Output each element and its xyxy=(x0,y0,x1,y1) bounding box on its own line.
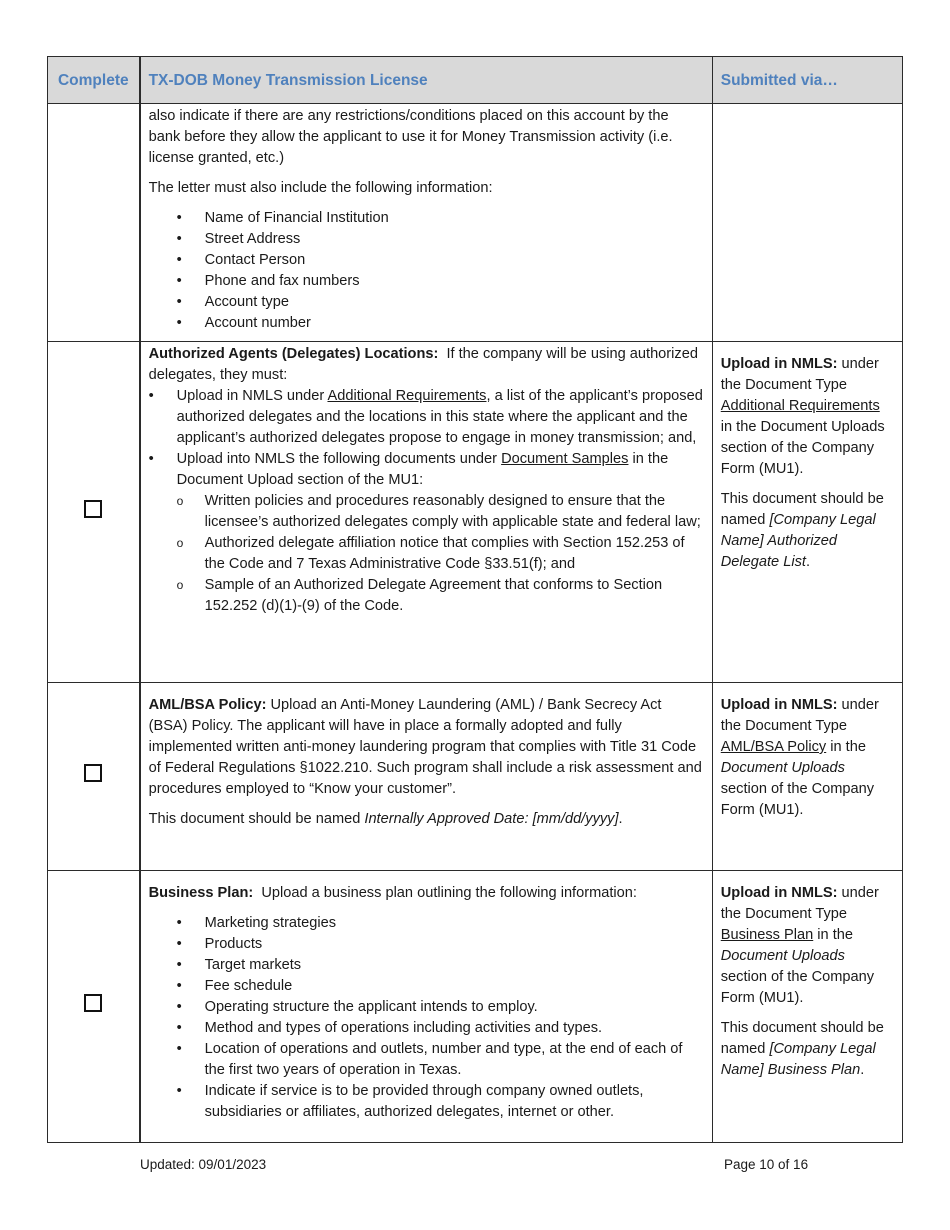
table-header-row xyxy=(48,57,903,104)
list-item: o Written policies and procedures reasonably designed to ensure that the licensee’s authorized delegates comply with applicable state and federal law; xyxy=(121,491,704,533)
delegates-intro: If the company will be using authorized delegates, they must: xyxy=(148,346,698,383)
table-row xyxy=(48,342,903,683)
submitted-cell: Upload in NMLS: under the Document Type AML/BSA Policy in the Document Uploads section of the Company Form (MU1). xyxy=(712,683,902,871)
delegates-list xyxy=(121,386,704,491)
submitted-cell-empty xyxy=(712,104,902,342)
delegates-sublist xyxy=(121,491,704,617)
list-item: • Method and types of operations including activities and types. xyxy=(149,1018,704,1039)
list-item: • Upload into NMLS the following documents under Document Samples in the Document Upload section of the MU1: xyxy=(121,449,704,491)
submitted-cell: Upload in NMLS: under the Document Type Business Plan in the Document Uploads section of the Company Form (MU1). This document should be named [Company Legal Name] Business Plan. xyxy=(712,871,902,1143)
doc-type-link: AML/BSA Policy xyxy=(720,739,827,755)
list-item: • Products xyxy=(149,934,704,955)
additional-requirements-link: Additional Requirements xyxy=(327,388,487,404)
list-item: • Street Address xyxy=(149,229,704,250)
complete-checkbox[interactable] xyxy=(84,500,102,518)
delegates-title: Authorized Agents (Delegates) Locations: xyxy=(148,346,439,362)
aml-title: AML/BSA Policy: xyxy=(148,697,267,713)
bank-letter-list xyxy=(149,208,704,334)
requirement-cell xyxy=(140,104,713,342)
list-item: • Account number xyxy=(149,313,704,334)
header-submitted: Submitted via… xyxy=(712,57,902,104)
list-item: • Operating structure the applicant intends to employ. xyxy=(149,997,704,1018)
bank-letter-lead: The letter must also include the following information: xyxy=(148,180,493,196)
list-item: • Indicate if service is to be provided through company owned outlets, subsidiaries or affiliates, authorized delegates, internet or other. xyxy=(149,1081,704,1123)
list-item: • Contact Person xyxy=(149,250,704,271)
doc-name: [Company Legal Name] Authorized Delegate List xyxy=(720,512,876,570)
list-item: • Location of operations and outlets, number and type, at the end of each of the first two years of operation in Texas. xyxy=(149,1039,704,1081)
checklist-table xyxy=(47,56,903,1143)
upload-label: Upload in NMLS: xyxy=(720,356,838,372)
submitted-cell: Upload in NMLS: under the Document Type Additional Requirements in the Document Uploads section of the Company Form (MU1). This document should be named [Company Legal Name] Authorized Delegate List. xyxy=(712,342,902,683)
list-item: • Upload in NMLS under Additional Requirements, a list of the applicant’s proposed authorized delegates and the locations in this state where the applicant and the applicant’s authorized delegates propose to engage in money transmission; and, xyxy=(121,386,704,449)
doc-type-link: Additional Requirements xyxy=(720,398,880,414)
business-plan-intro: Upload a business plan outlining the following information: xyxy=(261,885,637,901)
complete-checkbox[interactable] xyxy=(84,764,102,782)
business-plan-list xyxy=(149,913,704,1123)
header-license: TX-DOB Money Transmission License xyxy=(140,57,713,104)
upload-label: Upload in NMLS: xyxy=(720,697,838,713)
list-item: o Authorized delegate affiliation notice that complies with Section 152.253 of the Code and 7 Texas Administrative Code §33.51(f); and xyxy=(121,533,704,575)
list-item: • Account type xyxy=(149,292,704,313)
document-samples-link: Document Samples xyxy=(501,451,629,467)
requirement-cell: AML/BSA Policy: Upload an Anti-Money Laundering (AML) / Bank Secrecy Act (BSA) Policy. The applicant will have in place a formally adopted and fully implemented written anti-money laundering program that complies with Title 31 Code of Federal Regulations §1022.210. Such program shall include a risk assessment and procedures employed to “Know your customer”. This document should be named Internally Approved Date: [mm/dd/yyyy]. xyxy=(140,683,713,871)
list-item: • Fee schedule xyxy=(149,976,704,997)
complete-cell-empty xyxy=(48,104,140,342)
footer-updated: Updated: 09/01/2023 xyxy=(140,1157,267,1172)
header-complete: Complete xyxy=(48,57,140,104)
list-item: • Target markets xyxy=(149,955,704,976)
upload-label: Upload in NMLS: xyxy=(720,885,838,901)
table-row xyxy=(48,683,903,871)
list-item: o Sample of an Authorized Delegate Agreement that conforms to Section 152.252 (d)(1)-(9) of the Code. xyxy=(121,575,704,617)
list-item: • Phone and fax numbers xyxy=(149,271,704,292)
business-plan-title: Business Plan: xyxy=(148,885,254,901)
table-row xyxy=(48,871,903,1143)
doc-name: [Company Legal Name] Business Plan xyxy=(720,1041,876,1078)
aml-body: Upload an Anti-Money Laundering (AML) / Bank Secrecy Act (BSA) Policy. The applicant will have in place a formally adopted and fully implemented written anti-money laundering program that complies with Title 31 Code of Federal Regulations §1022.210. Such program shall include a risk assessment and procedures employed to “Know your customer”. xyxy=(148,697,702,797)
doc-name: Internally Approved Date: [mm/dd/yyyy] xyxy=(364,811,619,827)
bank-letter-intro: also indicate if there are any restrictions/conditions placed on this account by the bank before they allow the applicant to use it for Money Transmission activity (i.e. license granted, etc.) xyxy=(148,108,673,166)
list-item: • Marketing strategies xyxy=(149,913,704,934)
requirement-cell xyxy=(140,342,713,683)
requirement-cell xyxy=(140,871,713,1143)
complete-checkbox[interactable] xyxy=(84,994,102,1012)
footer-page-number: Page 10 of 16 xyxy=(724,1157,809,1172)
complete-cell xyxy=(48,683,140,871)
doc-type-link: Business Plan xyxy=(720,927,814,943)
table-row xyxy=(48,104,903,342)
complete-cell xyxy=(48,871,140,1143)
list-item: • Name of Financial Institution xyxy=(149,208,704,229)
